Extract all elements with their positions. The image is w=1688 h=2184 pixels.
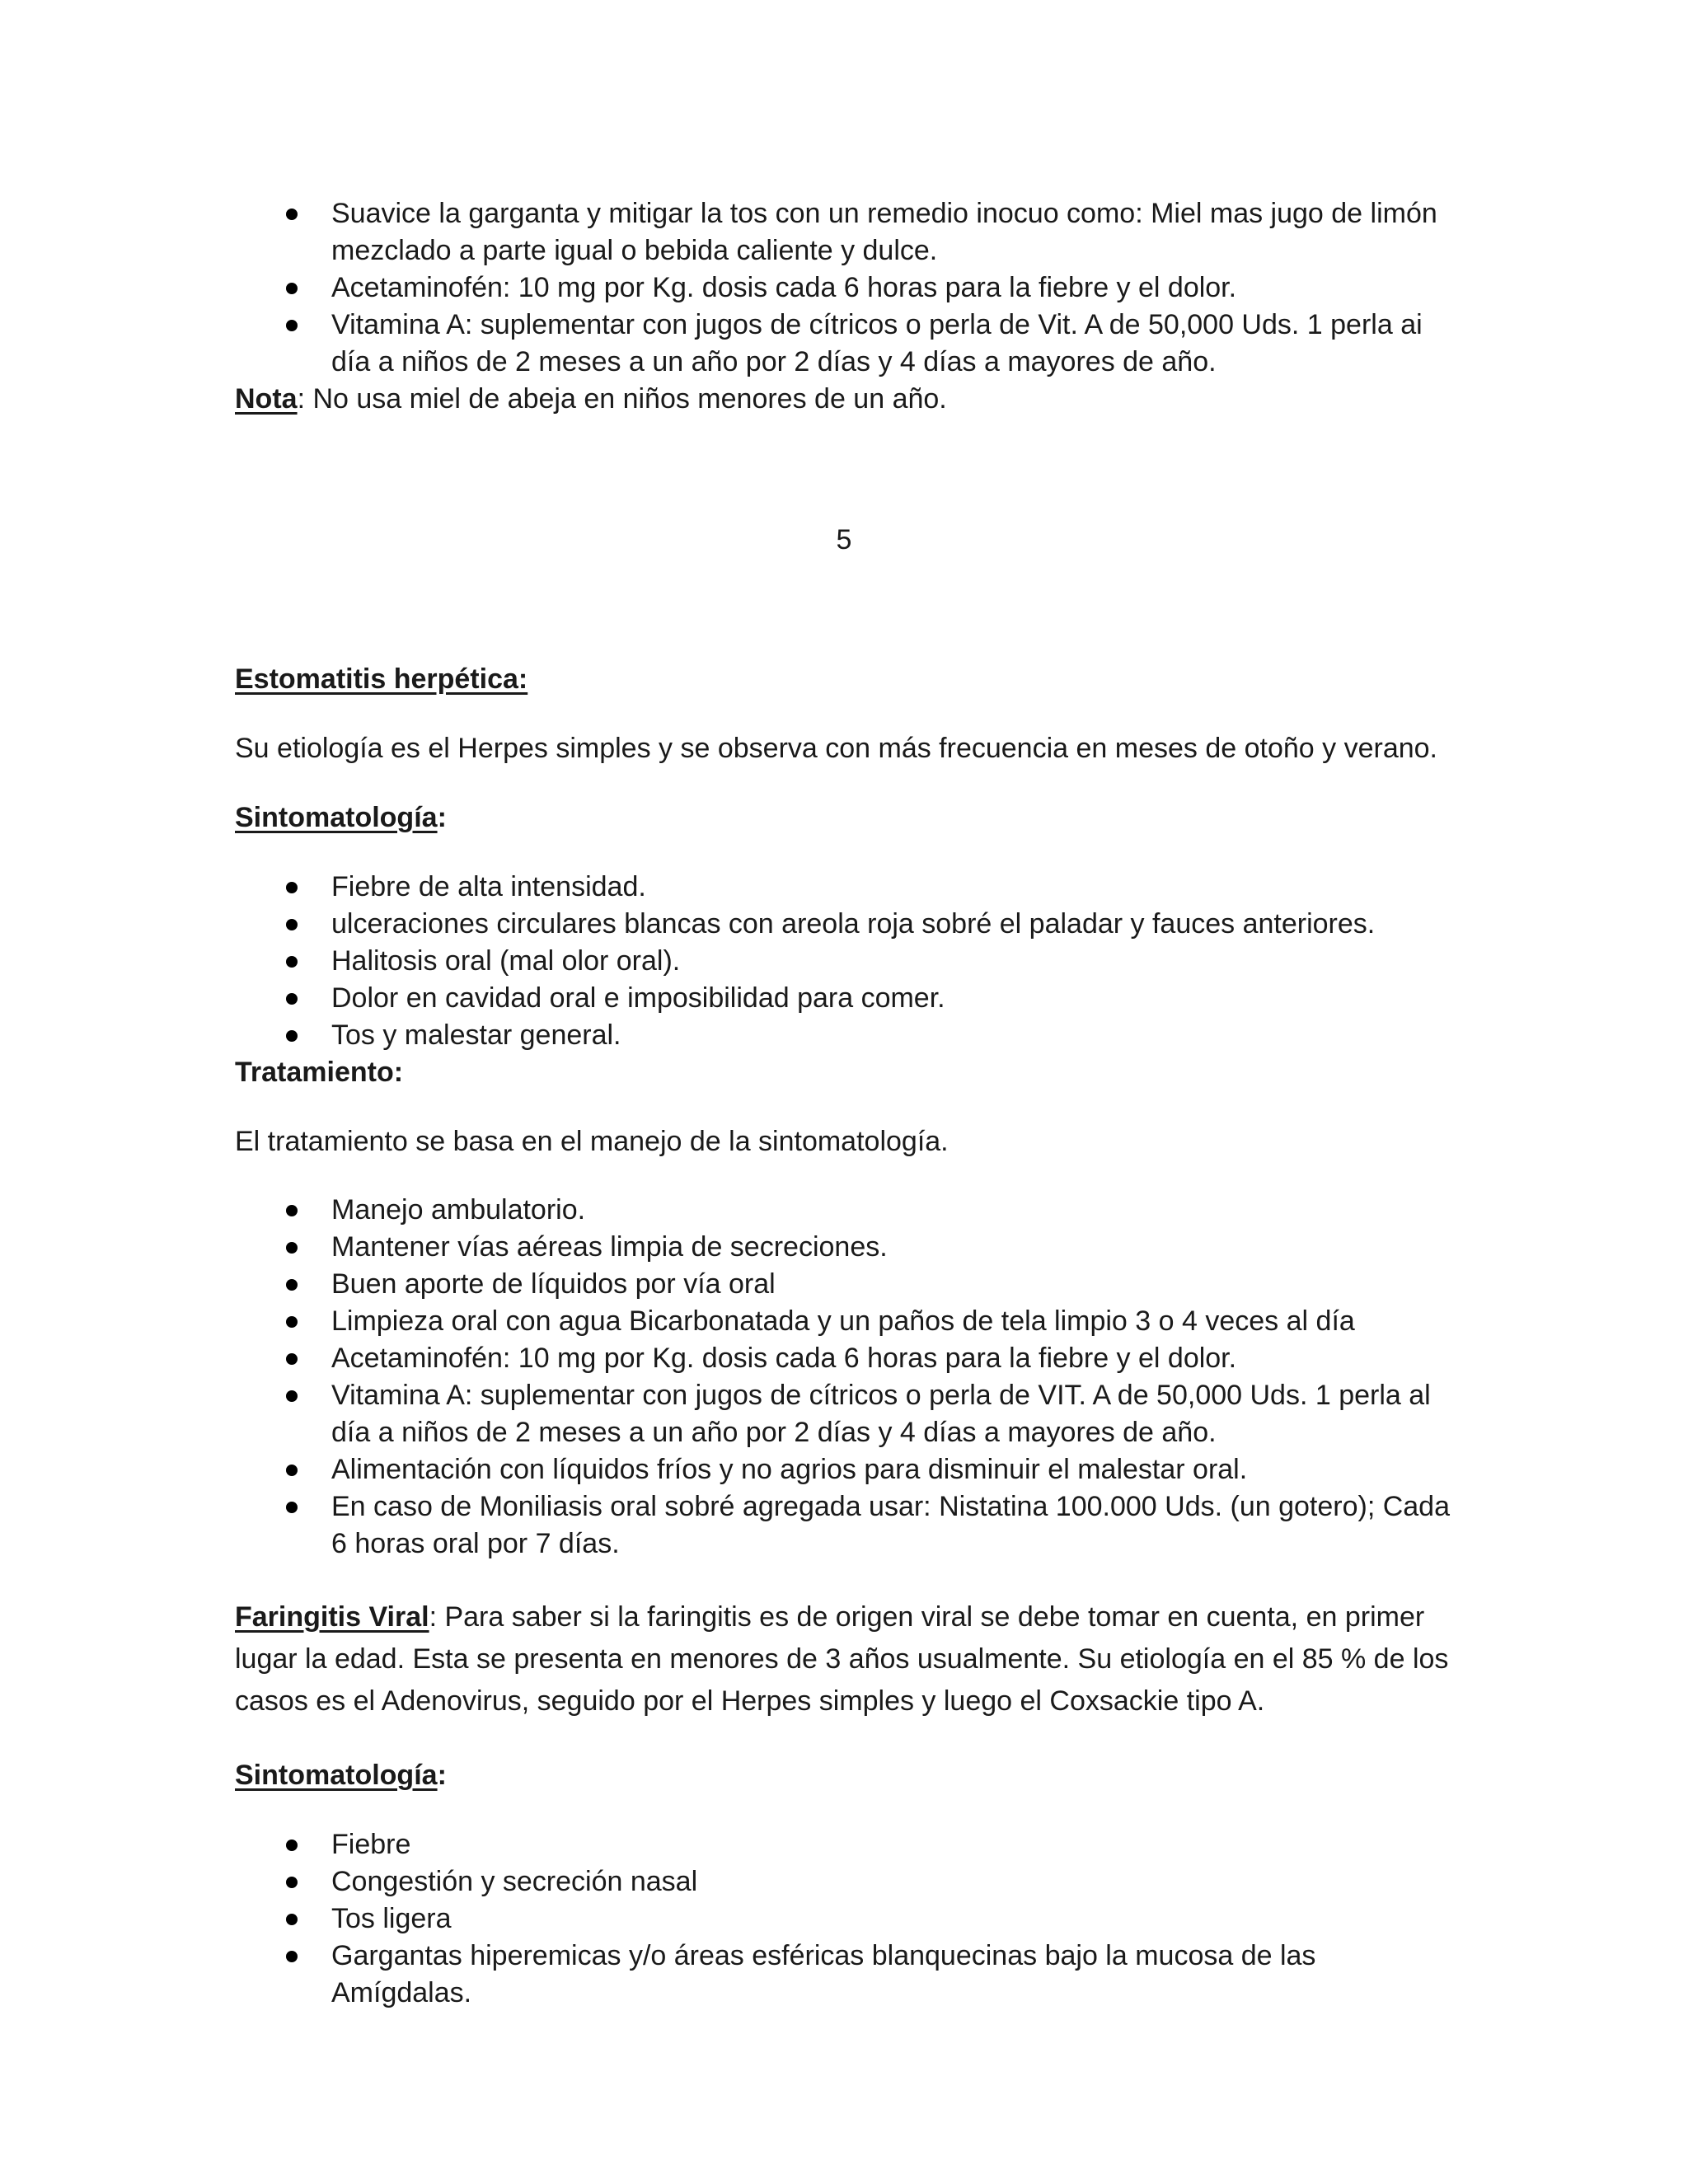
list-item: Alimentación con líquidos fríos y no agrios para disminuir el malestar oral. <box>235 1451 1455 1488</box>
list-item: Vitamina A: suplementar con jugos de cítricos o perla de VIT. A de 50,000 Uds. 1 perla al día a niños de 2 meses a un año por 2 días y 4 días a mayores de año. <box>235 1377 1455 1451</box>
list-item: Suavice la garganta y mitigar la tos con un remedio inocuo como: Miel mas jugo de limón mezclado a parte igual o bebida caliente y dulce. <box>235 195 1455 269</box>
tratamiento-intro: El tratamiento se basa en el manejo de la sintomatología. <box>235 1126 949 1157</box>
estomatitis-symptoms-list <box>235 869 1455 1054</box>
list-item: Manejo ambulatorio. <box>235 1192 1455 1229</box>
list-item: Gargantas hiperemicas y/o áreas esféricas blanquecinas bajo la mucosa de las Amígdalas. <box>235 1938 1455 2012</box>
list-item: Fiebre de alta intensidad. <box>235 869 1455 906</box>
note-text: : No usa miel de abeja en niños menores de un año. <box>297 383 947 415</box>
list-item: Mantener vías aéreas limpia de secreciones. <box>235 1229 1455 1266</box>
tratamiento-heading: Tratamiento: <box>235 1057 404 1088</box>
note-label: Nota <box>235 383 298 415</box>
faringitis-text: : Para saber si la faringitis es de origen viral se debe tomar en cuenta, en primer lugar la edad. Esta se presenta en menores de 3 años usualmente. Su etiología en el 85 % de los casos es el Adenovirus, seguido por el Herpes simples y luego el Coxsackie tipo A. <box>235 1601 1449 1717</box>
list-item: Limpieza oral con agua Bicarbonatada y un paños de tela limpio 3 o 4 veces al día <box>235 1303 1455 1340</box>
list-item: Buen aporte de líquidos por vía oral <box>235 1266 1455 1303</box>
list-item: Fiebre <box>235 1826 1455 1863</box>
list-item: Congestión y secreción nasal <box>235 1863 1455 1900</box>
faringitis-symptoms-list <box>235 1826 1455 2012</box>
list-item: En caso de Moniliasis oral sobré agregada usar: Nistatina 100.000 Uds. (un gotero); Cada 6 horas oral por 7 días. <box>235 1488 1455 1563</box>
section-title-estomatitis: Estomatitis herpética: <box>235 663 528 695</box>
list-item: Tos y malestar general. <box>235 1017 1455 1054</box>
top-bullet-list <box>235 195 1455 381</box>
page-number: 5 <box>836 524 852 555</box>
faringitis-paragraph <box>235 1596 1455 1722</box>
tratamiento-list <box>235 1192 1455 1563</box>
list-item: Halitosis oral (mal olor oral). <box>235 943 1455 980</box>
estomatitis-symptoms-heading: Sintomatología: <box>235 802 447 833</box>
list-item: Vitamina A: suplementar con jugos de cítricos o perla de Vit. A de 50,000 Uds. 1 perla ai día a niños de 2 meses a un año por 2 días y 4 días a mayores de año. <box>235 307 1455 381</box>
list-item: Dolor en cavidad oral e imposibilidad para comer. <box>235 980 1455 1017</box>
faringitis-symptoms-heading: Sintomatología: <box>235 1760 447 1791</box>
list-item: Tos ligera <box>235 1900 1455 1938</box>
list-item: Acetaminofén: 10 mg por Kg. dosis cada 6 horas para la fiebre y el dolor. <box>235 1340 1455 1377</box>
note-paragraph <box>235 381 1455 418</box>
list-item: ulceraciones circulares blancas con areola roja sobré el paladar y fauces anteriores. <box>235 906 1455 943</box>
faringitis-label: Faringitis Viral <box>235 1601 429 1633</box>
estomatitis-intro: Su etiología es el Herpes simples y se observa con más frecuencia en meses de otoño y verano. <box>235 733 1437 764</box>
list-item: Acetaminofén: 10 mg por Kg. dosis cada 6 horas para la fiebre y el dolor. <box>235 269 1455 307</box>
